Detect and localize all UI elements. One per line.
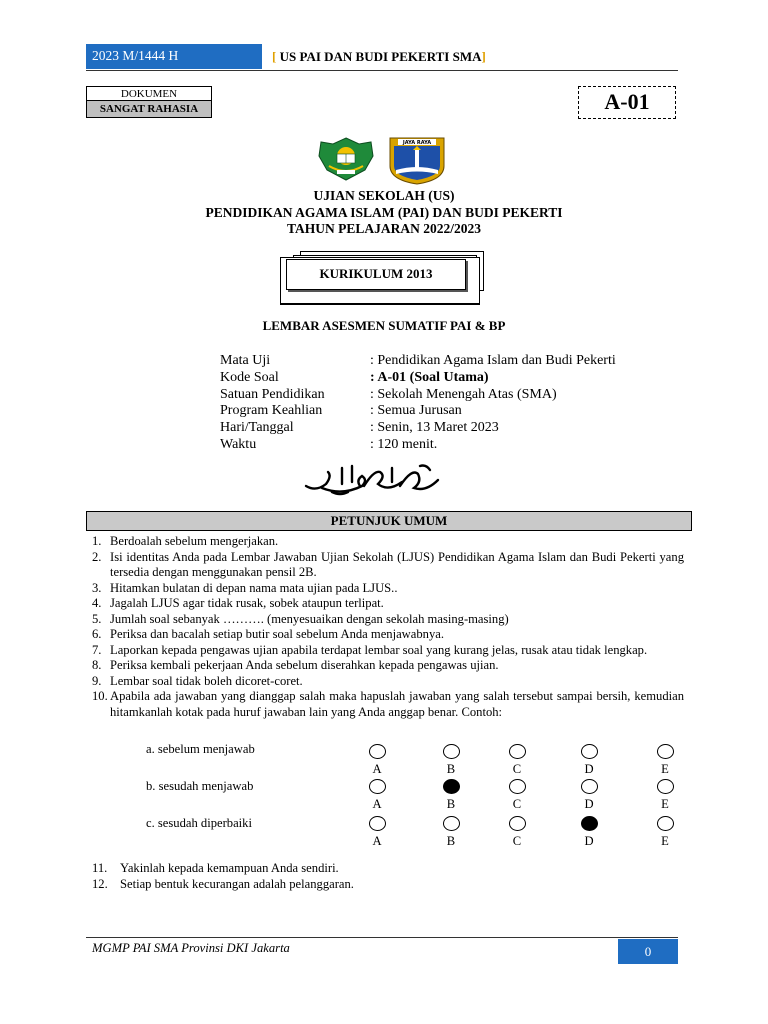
answer-option-letter: E	[661, 834, 669, 848]
list-item-text: Periksa dan bacalah setiap butir soal sebelum Anda menjawabnya.	[110, 627, 444, 641]
list-item-number: 8.	[92, 658, 102, 672]
basmalah-calligraphy	[302, 462, 442, 503]
document-classification	[86, 86, 212, 118]
answer-option-letter: E	[661, 762, 669, 776]
page-header	[86, 44, 678, 71]
document-label: DOKUMEN	[87, 87, 211, 101]
list-item-text: Setiap bentuk kecurangan adalah pelanggaran.	[120, 877, 354, 891]
bracket-close: ]	[481, 49, 486, 64]
info-value: : Sekolah Menengah Atas (SMA)	[370, 386, 557, 402]
example-label: b. sesudah menjawab	[146, 779, 254, 793]
list-item-text: Yakinlah kepada kemampuan Anda sendiri.	[120, 861, 339, 875]
page-number: 0	[618, 939, 678, 964]
list-item-number: 11.	[92, 861, 108, 875]
answer-option-letter: D	[584, 834, 594, 848]
list-item-text: Periksa kembali pekerjaan Anda sebelum diserahkan kepada pengawas ujian.	[110, 658, 499, 672]
info-key: Hari/Tanggal	[220, 420, 294, 436]
footer-text: MGMP PAI SMA Provinsi DKI Jakarta	[92, 941, 290, 955]
list-item	[92, 877, 354, 892]
answer-bubble-b	[443, 744, 460, 759]
answer-option-letter: E	[661, 797, 669, 811]
bracket-open: [	[272, 49, 277, 64]
list-item-number: 2.	[92, 549, 102, 564]
dki-jakarta-logo	[386, 136, 448, 191]
list-item	[92, 861, 339, 876]
year-badge: 2023 M/1444 H	[86, 44, 262, 69]
answer-bubble-a	[369, 779, 386, 794]
answer-bubble-e	[657, 744, 674, 759]
exam-title: UJIAN SEKOLAH (US)	[313, 188, 455, 203]
exam-subject: US PAI DAN BUDI PEKERTI SMA	[276, 49, 482, 64]
school-year: TAHUN PELAJARAN 2022/2023	[286, 221, 481, 236]
list-item	[92, 627, 684, 643]
answer-option-letter: C	[512, 834, 522, 848]
exam-code-box: A-01	[578, 86, 676, 119]
answer-bubble-c	[509, 744, 526, 759]
answer-option-letter: B	[446, 762, 456, 776]
list-item	[92, 689, 684, 720]
list-item-number: 12.	[92, 877, 108, 891]
list-item-text: Isi identitas Anda pada Lembar Jawaban Ujian Sekolah (LJUS) Pendidikan Agama Islam dan Budi Pekerti yang tersedia dengan menggunakan pensil 2B.	[110, 549, 684, 579]
list-item	[92, 612, 684, 628]
info-key: Kode Soal	[220, 369, 279, 385]
answer-option-letter: D	[584, 797, 594, 811]
list-item-text: Lembar soal tidak boleh dicoret-coret.	[110, 673, 303, 688]
info-value: : A-01 (Soal Utama)	[370, 369, 489, 385]
answer-bubble-a	[369, 816, 386, 831]
answer-bubble-b	[443, 779, 460, 794]
info-value: : 120 menit.	[370, 436, 438, 452]
list-item	[92, 643, 684, 659]
list-item-text: Hitamkan bulatan di depan nama mata ujian pada LJUS..	[110, 580, 398, 595]
list-item	[92, 581, 684, 597]
answer-option-letter: A	[372, 762, 382, 776]
answer-bubble-c	[509, 779, 526, 794]
answer-option-letter: C	[512, 797, 522, 811]
answer-option-letter: A	[372, 834, 382, 848]
curriculum-label: KURIKULUM 2013	[286, 259, 466, 290]
list-item	[92, 534, 684, 550]
list-item-number: 1.	[92, 534, 102, 548]
list-item-number: 9.	[92, 673, 102, 688]
page-footer	[86, 937, 678, 963]
info-key: Waktu	[220, 436, 257, 452]
list-item	[92, 596, 684, 612]
secret-label: SANGAT RAHASIA	[87, 101, 211, 117]
list-item-number: 7.	[92, 642, 102, 657]
answer-bubble-b	[443, 816, 460, 831]
list-item-text: Jagalah LJUS agar tidak rusak, sobek ataupun terlipat.	[110, 596, 384, 610]
info-key: Program Keahlian	[220, 403, 323, 419]
list-item-number: 5.	[92, 611, 102, 626]
answer-bubble-e	[657, 816, 674, 831]
answer-option-letter: D	[584, 762, 594, 776]
section-title: LEMBAR ASESMEN SUMATIF PAI & BP	[262, 318, 506, 333]
exam-subject-header	[272, 49, 486, 65]
answer-option-letter: A	[372, 797, 382, 811]
instructions-header: PETUNJUK UMUM	[86, 511, 692, 531]
answer-option-letter: C	[512, 762, 522, 776]
dki-motto: JAYA RAYA	[402, 140, 432, 146]
list-item-number: 4.	[92, 596, 102, 610]
answer-bubble-d	[581, 816, 598, 831]
list-item-text: Laporkan kepada pengawas ujian apabila terdapat lembar soal yang kurang jelas, rusak atau tidak lengkap.	[110, 642, 648, 657]
list-item-text: Berdoalah sebelum mengerjakan.	[110, 534, 279, 548]
list-item-text: Apabila ada jawaban yang dianggap salah maka hapuslah jawaban yang salah tersebut sampai bersih, kemudian hitamkanlah kotak pada huruf jawaban lain yang Anda anggap benar. Contoh:	[110, 689, 684, 719]
answer-bubble-e	[657, 779, 674, 794]
answer-bubble-d	[581, 779, 598, 794]
list-item-number: 10.	[92, 689, 108, 703]
instructions-list	[92, 534, 684, 720]
answer-option-letter: B	[446, 797, 456, 811]
example-label: c. sesudah diperbaiki	[146, 816, 252, 830]
exam-subtitle: PENDIDIKAN AGAMA ISLAM (PAI) DAN BUDI PEKERTI	[205, 205, 563, 220]
answer-bubble-c	[509, 816, 526, 831]
list-item-number: 3.	[92, 580, 102, 595]
example-label: a. sebelum menjawab	[146, 742, 255, 756]
info-key: Mata Uji	[220, 353, 271, 368]
curriculum-badge	[276, 249, 486, 309]
answer-bubble-a	[369, 744, 386, 759]
list-item	[92, 658, 684, 674]
answer-bubble-d	[581, 744, 598, 759]
list-item	[92, 550, 684, 581]
list-item	[92, 674, 684, 690]
info-key: Satuan Pendidikan	[220, 386, 325, 402]
info-value: : Pendidikan Agama Islam dan Budi Pekerti	[370, 353, 616, 368]
list-item-text: Jumlah soal sebanyak ………. (menyesuaikan dengan sekolah masing-masing)	[110, 611, 509, 626]
kemenag-logo	[315, 136, 377, 187]
info-value: : Semua Jurusan	[370, 403, 462, 419]
answer-option-letter: B	[446, 834, 456, 848]
list-item-number: 6.	[92, 627, 102, 641]
info-value: : Senin, 13 Maret 2023	[370, 420, 499, 436]
